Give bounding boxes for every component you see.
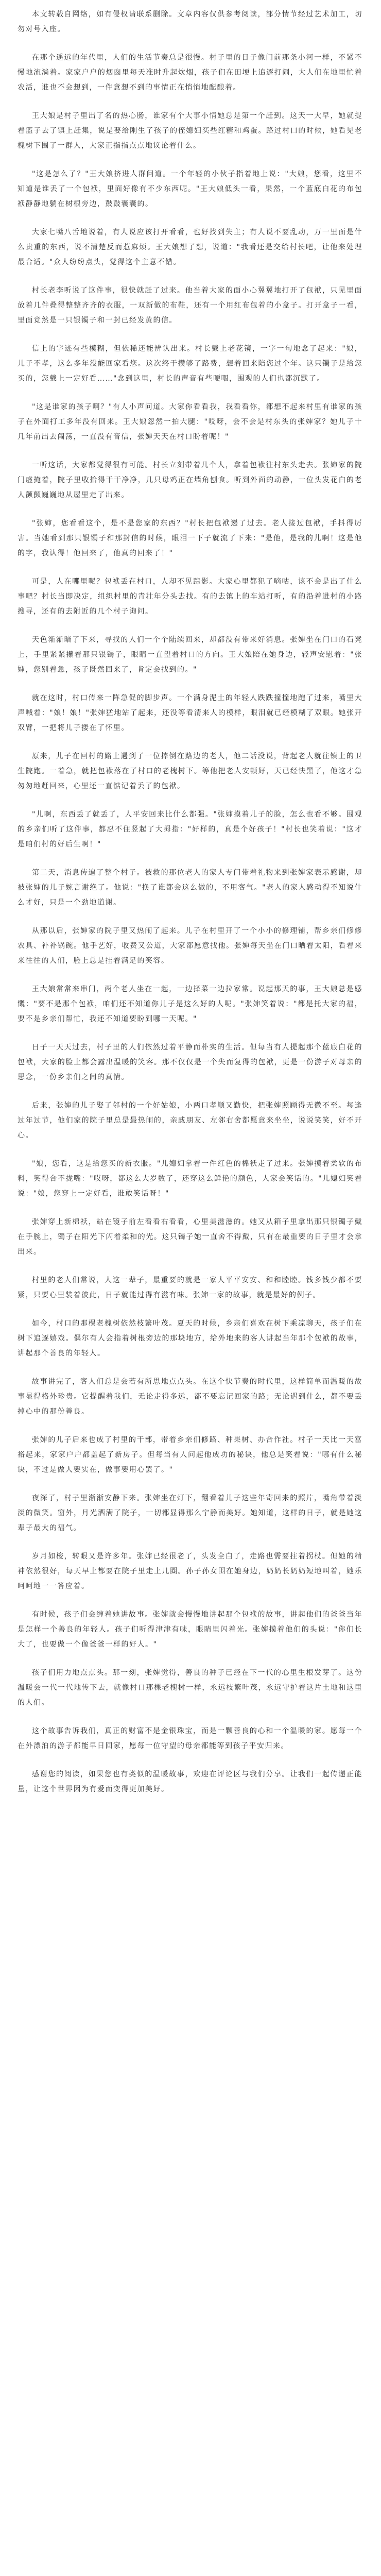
article-paragraph: 可是，人在哪里呢？包袱丢在村口，人却不见踪影。大家心里都犯了嘀咕，该不会是出了什么事吧？村长当即决定，组织村里的青壮年分头去找。有的去镇上的车站打听，有的沿着进村的小路搜寻，还有的去附近的几个村子询问。 <box>18 578 362 616</box>
article-paragraph: "这是怎么了？"王大娘挤进人群问道。一个年轻的小伙子指着地上说："大娘，您看，这里不知道是谁丢了一个包袱，里面好像有不少东西呢。"王大娘低头一看，果然，一个蓝底白花的布包袱静静地躺在树根旁边，鼓鼓囊囊的。 <box>18 170 362 208</box>
article-paragraph: 王大娘是村子里出了名的热心肠，谁家有个大事小情她总是第一个赶到。这天一大早，她就提着篮子去了镇上赶集，说是要给刚生了孩子的侄媳妇买些红糖和鸡蛋。路过村口的时候，她看见老槐树下围了一群人，大家正指指点点地议论着什么。 <box>18 112 362 150</box>
article-paragraph: 故事讲完了，客人们总是会若有所思地点点头。在这个快节奏的时代里，这样简单而温暖的故事显得格外珍贵。它提醒着我们，无论走得多远，都不要忘记回家的路；无论遇到什么，都不要丢掉心中的那份善良。 <box>18 1378 362 1416</box>
article-paragraph: 从那以后，张婶家的院子里又热闹了起来。儿子在村里开了一个小小的修理铺，帮乡亲们修修农具、补补锅碗。他手艺好，收费又公道，大家都愿意找他。张婶每天坐在门口晒着太阳，看着来来往往的人们，脸上总是挂着满足的笑容。 <box>18 927 362 965</box>
article-paragraph: 这个故事告诉我们，真正的财富不是金银珠宝，而是一颗善良的心和一个温暖的家。愿每一个在外漂泊的游子都能早日回家，愿每一位守望的母亲都能等到孩子平安归来。 <box>18 1727 362 1750</box>
article-paragraph: "儿啊，东西丢了就丢了，人平安回来比什么都强。"张婶摸着儿子的脸，怎么也看不够。围观的乡亲们听了这件事，都忍不住竖起了大拇指："好样的，真是个好孩子！"村长也笑着说："这才是咱们村的好后生啊！" <box>18 810 362 849</box>
article-paragraph: 一听这话，大家都觉得很有可能。村长立刻带着几个人，拿着包袱往村东头走去。张婶家的院门虚掩着，院子里收拾得干干净净，几只母鸡正在墙角刨食。听到外面的动静，一位头发花白的老人颤颤巍巍地从屋里走了出来。 <box>18 461 362 499</box>
article-paragraph: 天色渐渐暗了下来，寻找的人们一个个陆续回来，却都没有带来好消息。张婶坐在门口的石凳上，手里紧紧攥着那只银镯子，眼睛一直望着村口的方向。王大娘陪在她身边，轻声安慰着："张婶，您别着急，孩子既然回来了，肯定会找到的。" <box>18 636 362 674</box>
article-paragraph: 原来，儿子在回村的路上遇到了一位摔倒在路边的老人，他二话没说，背起老人就往镇上的卫生院跑。一着急，就把包袱落在了村口的老槐树下。等他把老人安顿好，天已经快黑了，他这才急匆匆地赶回来，心里还一直惦记着丢了的包袱。 <box>18 752 362 790</box>
article-paragraph: 日子一天天过去，村子里的人们依然过着平静而朴实的生活。但每当有人提起那个蓝底白花的包袱，大家的脸上都会露出温暖的笑容。那不仅仅是一个失而复得的包袱，更是一份游子对母亲的思念，一份乡亲们之间的真情。 <box>18 1043 362 1081</box>
article-paragraph: 如今，村口的那棵老槐树依然枝繁叶茂。夏天的时候，乡亲们喜欢在树下乘凉聊天，孩子们在树下追逐嬉戏。偶尔有人会指着树根旁边的那块地方，给外地来的客人讲起当年那个包袱的故事，讲起那个善良的年轻人。 <box>18 1319 362 1358</box>
article-paragraph: "这是谁家的孩子啊？"有人小声问道。大家你看看我，我看看你，都想不起来村里有谁家的孩子在外面打工多年没有回来。王大娘忽然一拍大腿："哎呀，会不会是村东头的张婶家？她儿子十几年前出去闯荡，一直没有音信，张婶天天在村口盼着呢！" <box>18 403 362 441</box>
article-paragraph: 在那个遥远的年代里，人们的生活节奏总是很慢。村子里的日子像门前那条小河一样，不紧不慢地流淌着。家家户户的烟囱里每天准时升起炊烟，孩子们在田埂上追逐打闹，大人们在地里忙着农活，谁也不会想到，一件意想不到的事情正在悄悄地酝酿着。 <box>18 54 362 92</box>
article-paragraph: 本文转载自网络，如有侵权请联系删除。文章内容仅供参考阅读，部分情节经过艺术加工，切勿对号入座。 <box>18 10 362 33</box>
article-paragraph: 孩子们用力地点点头。那一刻，张婶觉得，善良的种子已经在下一代的心里生根发芽了。这份温暖会一代一代地传下去，就像村口那棵老槐树一样，永远枝繁叶茂，永远守护着这片土地和这里的人们。 <box>18 1669 362 1707</box>
article-paragraph: 第二天，消息传遍了整个村子。被救的那位老人的家人专门带着礼物来到张婶家表示感谢，却被张婶的儿子婉言谢绝了。他说："换了谁都会这么做的，不用客气。"老人的家人感动得不知说什么才好，只是一个劲地道谢。 <box>18 869 362 907</box>
article-paragraph: 岁月如梭，转眼又是许多年。张婶已经很老了，头发全白了，走路也需要拄着拐杖。但她的精神依然很好，每天早上都要在院子里走上几圈。孙子孙女围在她身边，奶奶长奶奶短地叫着，她乐呵呵地一一答应着。 <box>18 1552 362 1590</box>
article-paragraph: 张婶的儿子后来也成了村里的干部，带着乡亲们修路、种果树、办合作社。村子一天比一天富裕起来，家家户户都盖起了新房子。但每当有人问起他成功的秘诀，他总是笑着说："哪有什么秘诀，不过是做人要实在，做事要用心罢了。" <box>18 1436 362 1474</box>
article-paragraph: 村里的老人们常说，人这一辈子，最重要的就是一家人平平安安、和和睦睦。钱多钱少都不要紧，只要心里装着彼此，日子就能过得有滋有味。张婶一家的故事，就是最好的例子。 <box>18 1276 362 1299</box>
article-paragraph: "张婶，您看看这个，是不是您家的东西？"村长把包袱递了过去。老人接过包袱，手抖得厉害。当她看到那只银镯子和那封信的时候，眼泪一下子就流了下来："是他，是我的儿啊！这是他的字，我认得！他回来了，他真的回来了！" <box>18 519 362 557</box>
article-paragraph: 王大娘常常来串门，两个老人坐在一起，一边择菜一边拉家常。说起那天的事，王大娘总是感慨："要不是那个包袱，咱们还不知道你儿子是这么好的人呢。"张婶笑着说："都是托大家的福，要不是乡亲们帮忙，我还不知道要盼到哪一天呢。" <box>18 985 362 1023</box>
article-paragraph: 感谢您的阅读，如果您也有类似的温暖故事，欢迎在评论区与我们分享。让我们一起传递正能量，让这个世界因为有爱而变得更加美好。 <box>18 1770 362 1793</box>
article-paragraph: 信上的字迹有些模糊，但依稀还能辨认出来。村长戴上老花镜，一字一句地念了起来："娘，儿子不孝，这么多年没能回家看您。这次终于攒够了路费，想着回来陪您过个年。这只镯子是给您买的，您戴上一定好看……"念到这里，村长的声音有些哽咽，围观的人们也都沉默了。 <box>18 345 362 383</box>
article-paragraph: 大家七嘴八舌地说着，有人说应该打开看看，也好找到失主；有人说不要乱动，万一里面是什么贵重的东西，说不清楚反而惹麻烦。王大娘想了想，说道："我看还是交给村长吧，让他来处理最合适。"众人纷纷点头，觉得这个主意不错。 <box>18 228 362 266</box>
article-paragraph: 夜深了，村子里渐渐安静下来。张婶坐在灯下，翻看着儿子这些年寄回来的照片，嘴角带着淡淡的微笑。窗外，月光洒满了院子，一切都显得那么宁静而美好。她知道，这样的日子，就是她这辈子最大的福气。 <box>18 1494 362 1532</box>
article-paragraph: 就在这时，村口传来一阵急促的脚步声。一个满身泥土的年轻人跌跌撞撞地跑了过来，嘴里大声喊着："娘！娘！"张婶猛地站了起来，还没等看清来人的模样，眼泪就已经模糊了双眼。她张开双臂，一把将儿子搂在了怀里。 <box>18 694 362 732</box>
article-paragraph: 张婶穿上新棉袄，站在镜子前左看看右看看，心里美滋滋的。她又从箱子里拿出那只银镯子戴在手腕上，镯子在阳光下闪着柔和的光。这只镯子她一直舍不得戴，只有在最重要的日子里才会拿出来。 <box>18 1218 362 1256</box>
article-paragraph: "娘，您看，这是给您买的新衣服。"儿媳妇拿着一件红色的棉袄走了过来。张婶摸着柔软的布料，笑得合不拢嘴："哎呀，都这么大岁数了，还穿这么鲜艳的颜色，人家会笑话的。"儿媳妇笑着说："娘，您穿上一定好看，谁敢笑话呀！" <box>18 1160 362 1198</box>
article-paragraph: 村长老李听说了这件事，很快就赶了过来。他当着大家的面小心翼翼地打开了包袱，只见里面放着几件叠得整整齐齐的衣服，一双新做的布鞋，还有一个用红布包着的小盒子。打开盒子一看，里面竟然是一只银镯子和一封已经发黄的信。 <box>18 286 362 325</box>
article-paragraph: 有时候，孩子们会缠着她讲故事。张婶就会慢慢地讲起那个包袱的故事，讲起他们的爸爸当年是怎样一个善良的年轻人。孩子们听得津津有味，眼睛里闪着光。张婶摸着他们的头说："你们长大了，也要做一个像爸爸一样的好人。" <box>18 1611 362 1649</box>
article-paragraph: 后来，张婶的儿子娶了邻村的一个好姑娘，小两口孝顺又勤快，把张婶照顾得无微不至。每逢过年过节，他们家的院子里总是最热闹的，亲戚朋友、左邻右舍都愿意来坐坐，说说笑笑，好不开心。 <box>18 1101 362 1140</box>
